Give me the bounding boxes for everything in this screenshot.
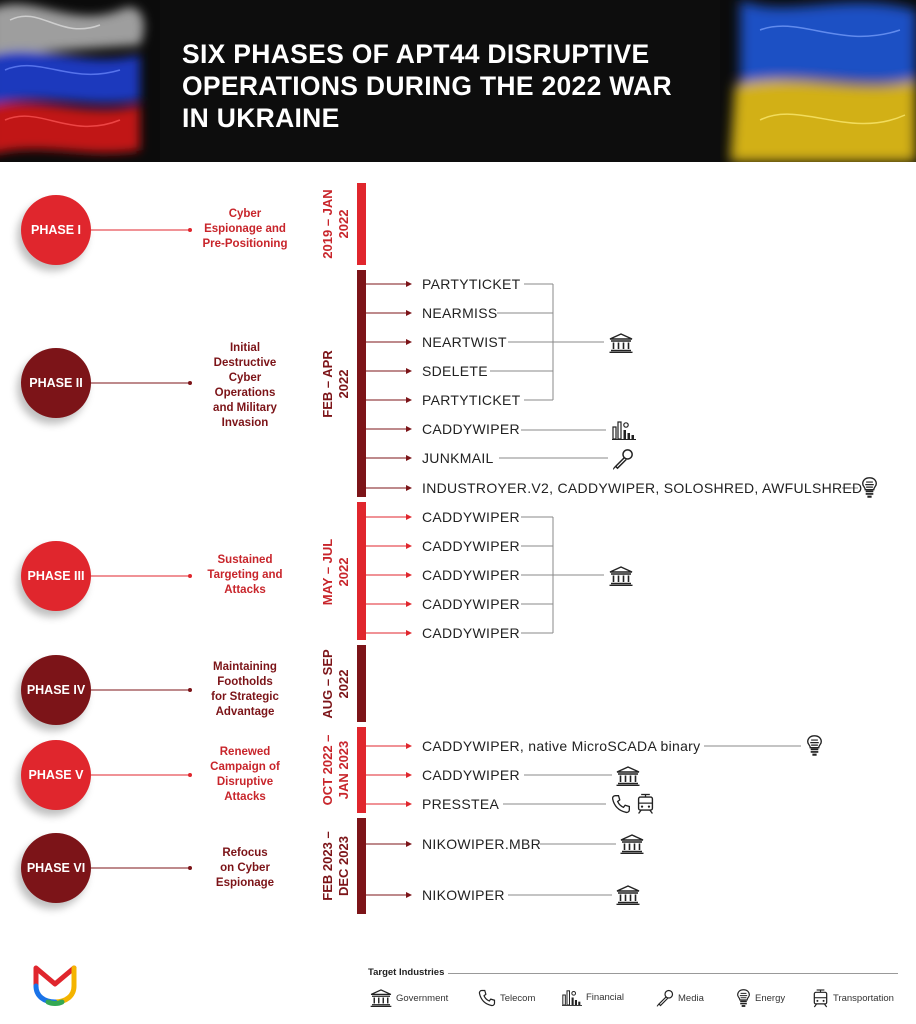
financial-icon — [612, 420, 636, 440]
malware-label: SDELETE — [422, 363, 488, 379]
desc-line: Cyber — [228, 372, 262, 384]
desc-line: on Cyber — [220, 862, 270, 874]
phase-4-date — [320, 649, 352, 718]
malware-label: CADDYWIPER, native MicroSCADA binary — [422, 738, 701, 754]
phase-5-circle: PHASE V — [21, 740, 91, 810]
malware-label: NIKOWIPER.MBR — [422, 836, 542, 852]
media-icon — [656, 989, 674, 1007]
legend-label: Media — [678, 992, 704, 1004]
energy-icon — [736, 989, 751, 1008]
phase-1-description — [190, 207, 300, 252]
desc-line: Operations — [214, 387, 276, 399]
desc-line: Attacks — [224, 791, 266, 803]
date-line: JAN 2023 — [336, 740, 351, 800]
desc-line: Renewed — [219, 746, 271, 758]
desc-line: Refocus — [222, 847, 268, 859]
phase-2-circle: PHASE II — [21, 348, 91, 418]
desc-line: Maintaining — [213, 661, 277, 673]
desc-line: Advantage — [215, 706, 275, 718]
government-icon — [609, 566, 633, 586]
phase-3-circle: PHASE III — [21, 541, 91, 611]
date-line: MAY – JUL — [320, 538, 335, 606]
malware-label: CADDYWIPER — [422, 625, 520, 641]
date-line: 2022 — [336, 369, 351, 399]
malware-arrows — [366, 281, 412, 898]
legend-divider — [448, 973, 898, 974]
phase-6-date — [320, 831, 352, 900]
phase-connectors — [88, 228, 192, 870]
phase-1-circle: PHASE I — [21, 195, 91, 265]
government-icon — [620, 834, 644, 854]
financial-icon — [562, 989, 582, 1006]
malware-label: JUNKMAIL — [422, 450, 494, 466]
government-icon — [370, 989, 392, 1007]
phase-4-circle: PHASE IV — [21, 655, 91, 725]
malware-label: PARTYTICKET — [422, 276, 521, 292]
legend-item-media — [656, 989, 704, 1007]
timeline-bar-phase-5 — [357, 727, 366, 813]
malware-label: CADDYWIPER — [422, 596, 520, 612]
phase-5-date — [320, 735, 352, 806]
transportation-icon — [812, 989, 829, 1008]
legend-label: Energy — [755, 993, 786, 1004]
legend-label: Telecom — [500, 992, 536, 1004]
malware-label: PRESSTEA — [422, 796, 500, 812]
phase-3-description — [190, 553, 300, 598]
malware-label: CADDYWIPER — [422, 538, 520, 554]
date-line: 2022 — [336, 557, 351, 587]
legend-item-energy — [736, 989, 785, 1008]
phase-5-description — [190, 745, 300, 805]
timeline-bar-phase-1 — [357, 183, 366, 265]
energy-icon — [861, 477, 878, 499]
phase-2-description — [190, 341, 300, 431]
phase-1-date — [320, 189, 352, 258]
desc-line: Sustained — [217, 554, 273, 566]
desc-line: Cyber — [228, 208, 262, 220]
timeline-bar-phase-6 — [357, 818, 366, 914]
legend-label: Transportation — [833, 993, 894, 1004]
desc-line: Invasion — [221, 417, 269, 429]
date-line: DEC 2023 — [336, 836, 351, 896]
malware-label: NEARMISS — [422, 305, 498, 321]
title-line-3: IN UKRAINE — [182, 103, 340, 133]
date-line: OCT 2022 – — [320, 734, 335, 806]
date-line: 2022 — [336, 669, 351, 699]
phase-2-date — [320, 350, 352, 417]
desc-line: Destructive — [213, 357, 277, 369]
desc-line: Targeting and — [207, 569, 283, 581]
phase-4-description — [190, 660, 300, 720]
desc-line: Disruptive — [216, 776, 274, 788]
target-connectors — [490, 284, 858, 895]
legend-item-transportation — [812, 989, 894, 1008]
telecom-icon — [611, 794, 631, 814]
energy-icon — [806, 735, 823, 757]
timeline-bar-phase-2 — [357, 270, 366, 497]
date-line: FEB – APR — [320, 350, 335, 418]
desc-line: Attacks — [224, 584, 266, 596]
government-icon — [616, 885, 640, 905]
legend-item-telecom — [478, 989, 535, 1007]
date-line: FEB 2023 – — [320, 831, 335, 901]
desc-line: Campaign of — [210, 761, 280, 773]
malware-label: PARTYTICKET — [422, 392, 521, 408]
legend-title: Target Industries — [368, 967, 445, 978]
timeline-bar-phase-4 — [357, 645, 366, 722]
malware-label: CADDYWIPER — [422, 767, 520, 783]
title-line-2: OPERATIONS DURING THE 2022 WAR — [182, 71, 672, 101]
desc-line: Pre-Positioning — [202, 238, 288, 250]
desc-line: Espionage — [215, 877, 275, 889]
phase-3-date — [320, 539, 352, 605]
phase-6-circle: PHASE VI — [21, 833, 91, 903]
date-line: 2019 – JAN — [320, 189, 335, 259]
government-icon — [609, 333, 633, 353]
legend-item-government — [370, 989, 448, 1007]
malware-label: CADDYWIPER — [422, 509, 520, 525]
brand-logo — [30, 958, 80, 1006]
malware-label: NEARTWIST — [422, 334, 507, 350]
legend-item-financial — [562, 989, 624, 1006]
phase-6-description — [190, 846, 300, 891]
desc-line: Footholds — [217, 676, 273, 688]
desc-line: for Strategic — [211, 691, 279, 703]
desc-line: Initial — [229, 342, 261, 354]
title-line-1: SIX PHASES OF APT44 DISRUPTIVE — [182, 39, 650, 69]
malware-label: CADDYWIPER — [422, 421, 520, 437]
malware-label: NIKOWIPER — [422, 887, 505, 903]
legend-label: Government — [396, 992, 449, 1004]
malware-label: INDUSTROYER.V2, CADDYWIPER, SOLOSHRED, AWFULSHRED — [422, 480, 863, 496]
government-icon — [616, 766, 640, 786]
malware-label: CADDYWIPER — [422, 567, 520, 583]
desc-line: Espionage and — [204, 223, 286, 235]
timeline-bar-phase-3 — [357, 502, 366, 640]
legend-label: Financial — [586, 992, 625, 1003]
desc-line: and Military — [213, 402, 277, 414]
date-line: AUG – SEP — [320, 649, 335, 719]
transportation-icon — [636, 793, 655, 815]
date-line: 2022 — [336, 209, 351, 239]
telecom-icon — [478, 989, 496, 1007]
media-icon — [612, 448, 634, 470]
